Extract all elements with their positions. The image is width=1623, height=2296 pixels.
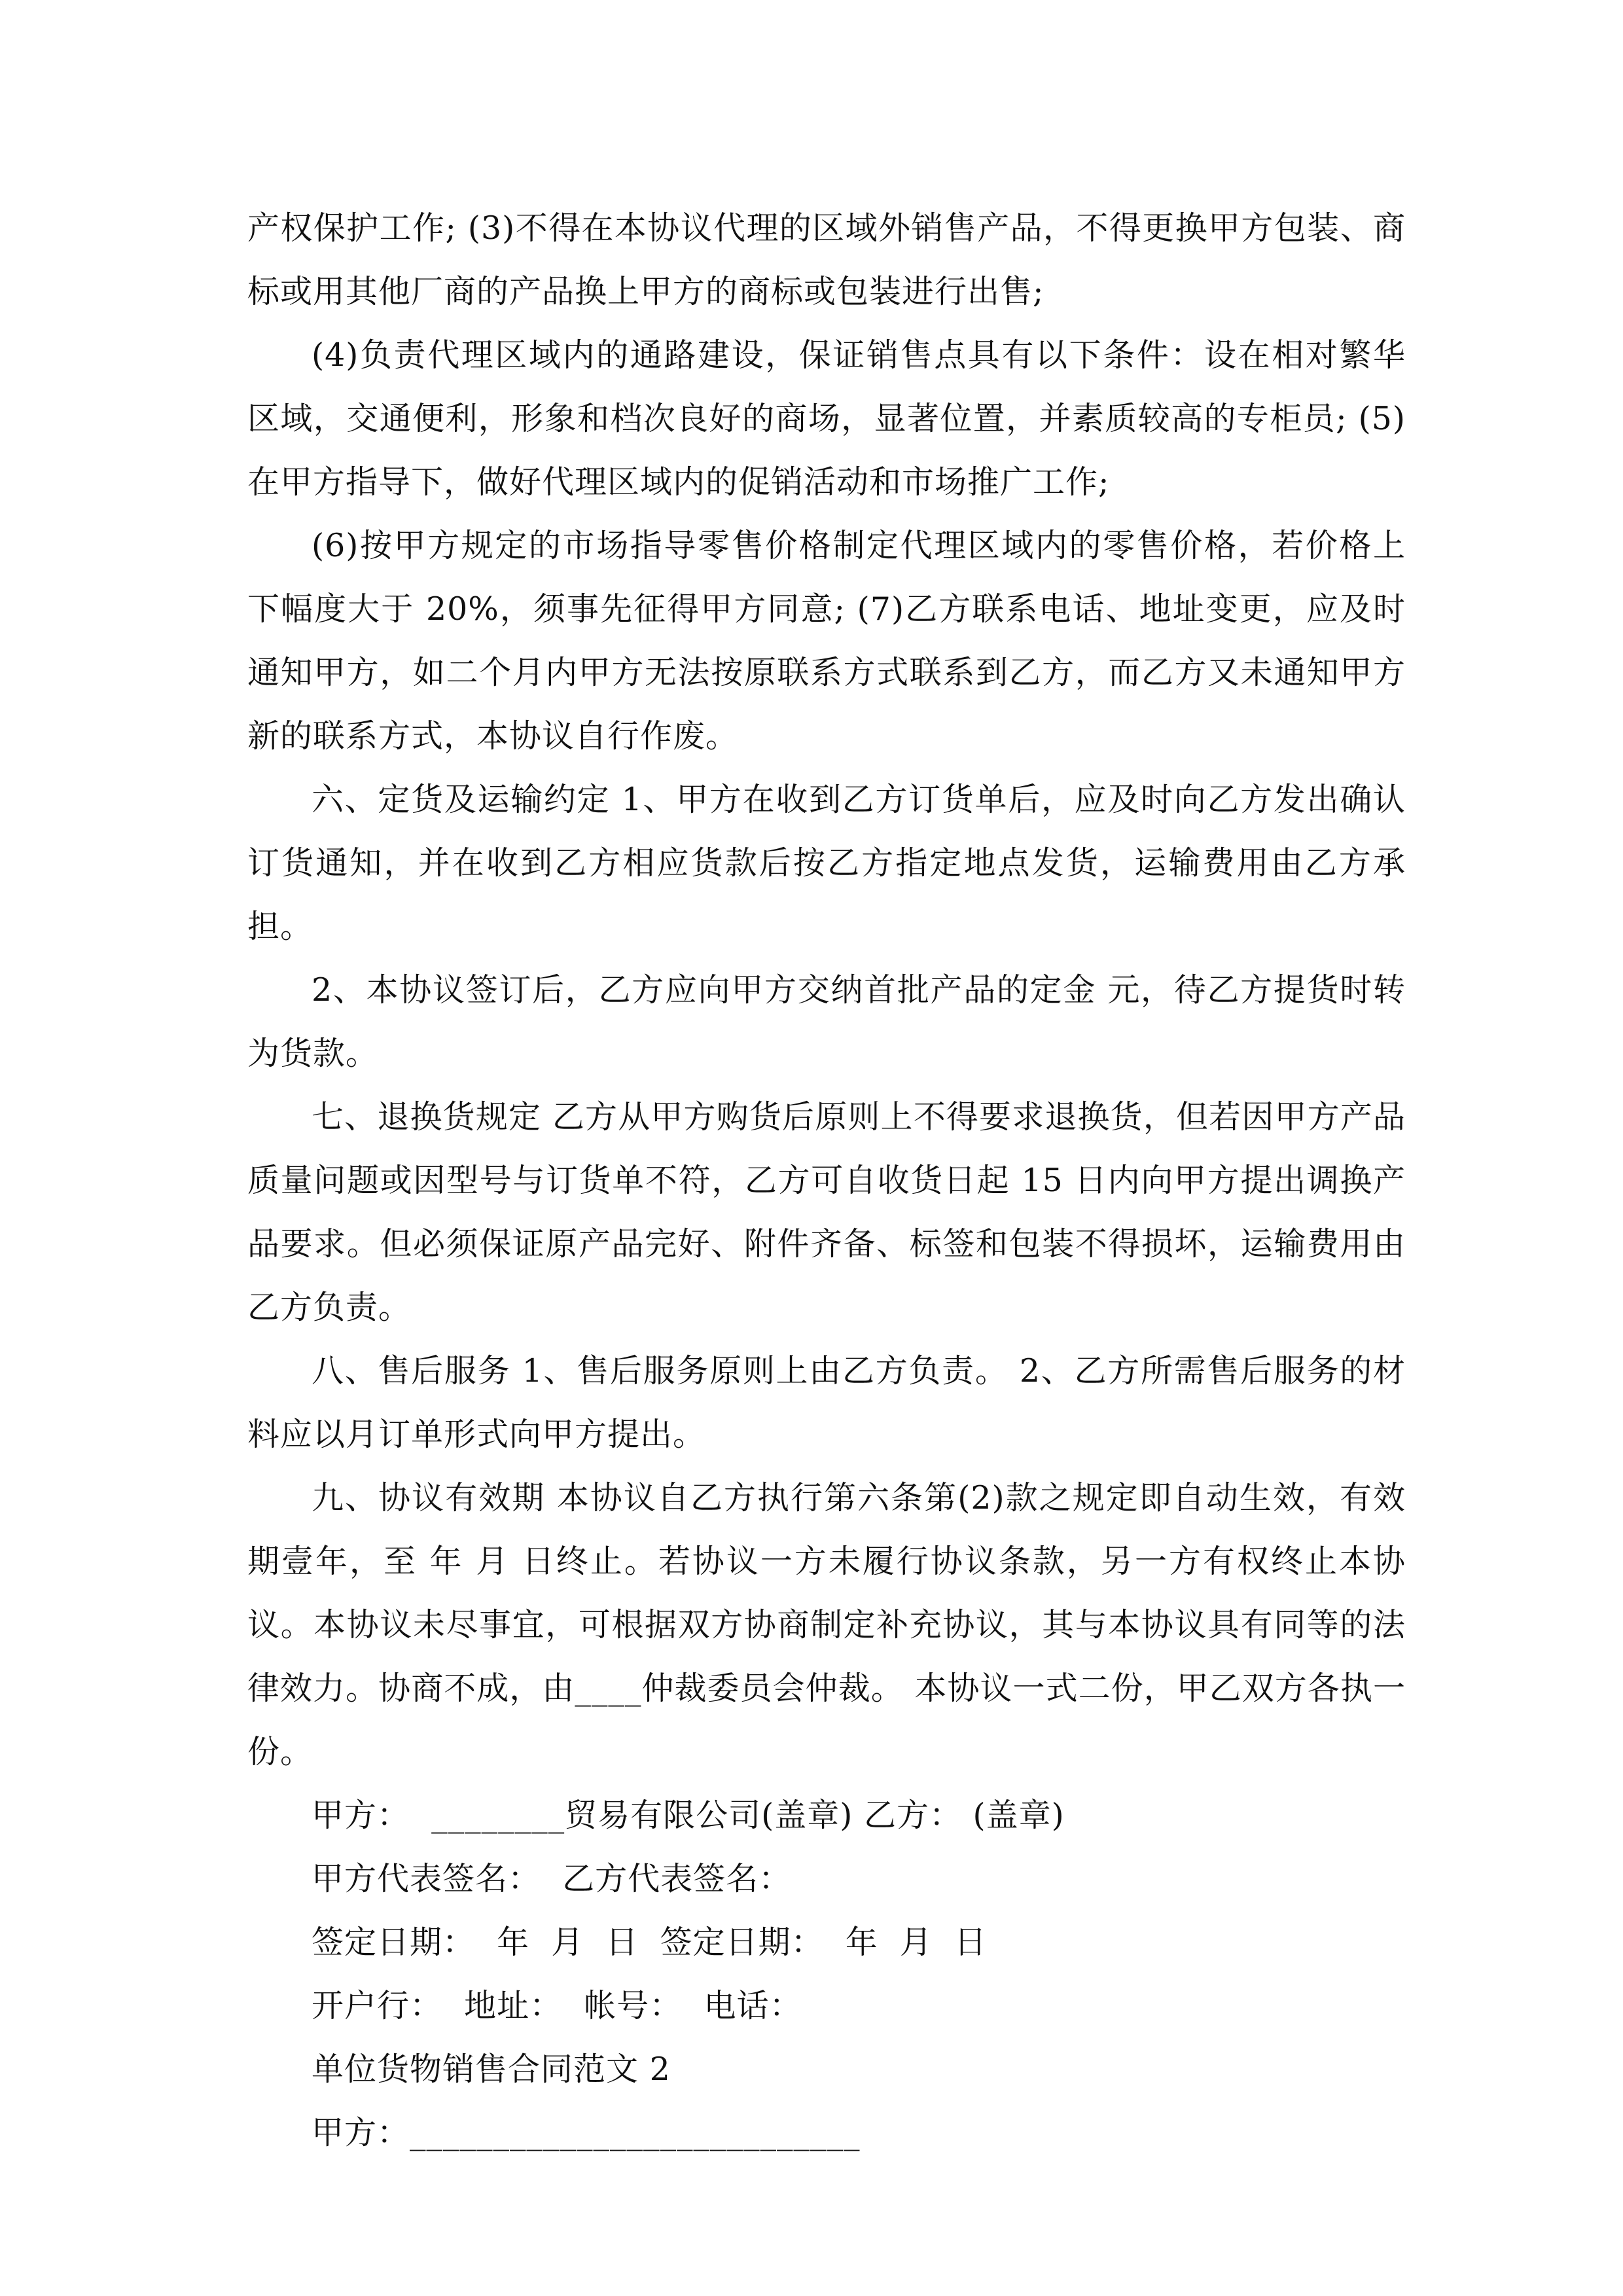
party-a-blank-line: 甲方：___________________________ bbox=[312, 2114, 861, 2151]
paragraph-returns: 七、退换货规定 乙方从甲方购货后原则上不得要求退换货，但若因甲方产品质量问题或因型号与订货单不符，乙方可自收货日起 15 日内向甲方提出调换产品要求。但必须保证原产品完好、附件齐备、标签和包装不得损坏，运输费用由乙方负责。 bbox=[247, 1098, 1406, 1326]
paragraph-channel-building: (4)负责代理区域内的通路建设，保证销售点具有以下条件：设在相对繁华区域，交通便利，形象和档次良好的商场，显著位置，并素质较高的专柜员; (5)在甲方指导下，做好代理区域内的促销活动和市场推广工作; bbox=[247, 336, 1406, 501]
paragraph-ip-protection: 产权保护工作; (3)不得在本协议代理的区域外销售产品，不得更换甲方包装、商标或用其他厂商的产品换上甲方的商标或包装进行出售; bbox=[247, 209, 1406, 310]
bank-info-line: 开户行： 地址： 帐号： 电话： bbox=[312, 1987, 802, 2024]
paragraph-after-sales: 八、售后服务 1、售后服务原则上由乙方负责。 2、乙方所需售后服务的材料应以月订单形式向甲方提出。 bbox=[247, 1352, 1406, 1453]
representative-signature-line: 甲方代表签名： 乙方代表签名： bbox=[312, 1860, 792, 1897]
paragraph-ordering-shipping: 六、定货及运输约定 1、甲方在收到乙方订货单后，应及时向乙方发出确认订货通知，并在收到乙方相应货款后按乙方指定地点发货，运输费用由乙方承担。 bbox=[247, 781, 1406, 945]
paragraph-deposit: 2、本协议签订后，乙方应向甲方交纳首批产品的定金 元，待乙方提货时转为货款。 bbox=[247, 971, 1406, 1072]
paragraph-validity: 九、协议有效期 本协议自乙方执行第六条第(2)款之规定即自动生效，有效期壹年，至 年 月 日终止。若协议一方未履行协议条款，另一方有权终止本协议。本协议未尽事宜，可根据双方协商制定补充协议，其与本协议具有同等的法律效力。协商不成，由____仲裁委员会仲裁。 本协议一式二份，甲乙双方各执一份。 bbox=[247, 1479, 1406, 1770]
signing-date-line: 签定日期： 年 月 日 签定日期： 年 月 日 bbox=[312, 1924, 988, 1961]
paragraph-retail-pricing: (6)按甲方规定的市场指导零售价格制定代理区域内的零售价格，若价格上下幅度大于 20%，须事先征得甲方同意; (7)乙方联系电话、地址变更，应及时通知甲方，如二个月内甲方无法按原联系方式联系到乙方，而乙方又未通知甲方新的联系方式，本协议自行作废。 bbox=[247, 527, 1406, 755]
section-title: 单位货物销售合同范文 2 bbox=[312, 2051, 671, 2088]
signature-parties-line: 甲方： ________贸易有限公司(盖章) 乙方： (盖章) bbox=[312, 1797, 1065, 1834]
document-body bbox=[247, 196, 1406, 2164]
